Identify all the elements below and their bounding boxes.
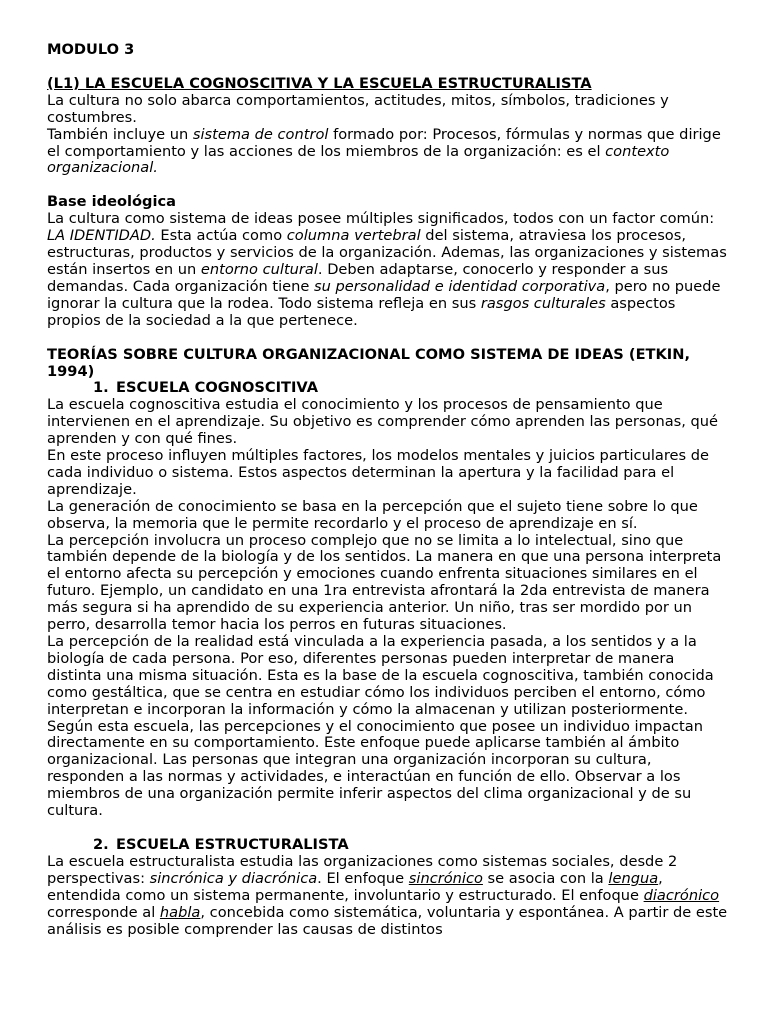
module-title: MODULO 3 bbox=[47, 41, 135, 58]
cognoscitiva-paragraph-5: La percepción de la realidad está vinculada a la experiencia pasada, a los sentidos y a la biología de cada persona. Por eso, diferentes personas pueden interpretar de manera distinta una misma situación. Esta es la base de la escuela cognoscitiva, también conocida como gestáltica, que se centra en estudiar cómo los individuos perciben el entorno, cómo interpretan e incorporan la información y cómo la almacenan y utilizan posteriormente. Según esta escuela, las percepciones y el conocimiento que posee un individuo impactan directamente en su comportamiento. Este enfoque puede aplicarse también al ámbito organizacional. Las personas que integran una organización incorporan su cultura, responden a las normas y actividades, e interactúan en función de ello. Observar a los miembros de una organización permite inferir aspectos del clima organizacional y de su cultura. bbox=[47, 633, 714, 820]
base-ideologica-heading: Base ideológica bbox=[47, 193, 176, 211]
estructuralista-paragraph: La escuela estructuralista estudia las organizaciones como sistemas sociales, desde 2 perspectivas: sincrónica y diacrónica. El enfoque sincrónico se asocia con la lengua, entendida como un sistema permanente, involuntario y estructurado. El enfoque diacrónico corresponde al habla, concebida como sistemática, voluntaria y espontánea. A partir de este análisis es posible comprender las causas de distintos bbox=[47, 852, 728, 938]
cognoscitiva-paragraph-4: La percepción involucra un proceso complejo que no se limita a lo intelectual, sino que también depende de la biología y de los sentidos. La manera en que una persona interpreta el entorno afecta su percepción y emociones cuando enfrenta situaciones similares en el futuro. Ejemplo, un candidato en una 1ra entrevista afrontará la 2da entrevista de manera más segura si ha aprendido de su experiencia anterior. Un niño, tras ser mordido por un perro, desarrolla temor hacia los perros en futuras situaciones. bbox=[47, 531, 722, 634]
estructuralista-heading: 2. ESCUELA ESTRUCTURALISTA bbox=[93, 835, 349, 853]
intro-paragraph-1: La cultura no solo abarca comportamientos, actitudes, mitos, símbolos, tradiciones y costumbres. bbox=[47, 91, 669, 126]
teorias-heading: TEORÍAS SOBRE CULTURA ORGANIZACIONAL COMO SISTEMA DE IDEAS (ETKIN, 1994) bbox=[47, 345, 690, 380]
cognoscitiva-heading: 1. ESCUELA COGNOSCITIVA bbox=[93, 379, 319, 397]
base-ideologica-paragraph: La cultura como sistema de ideas posee múltiples significados, todos con un factor común: LA IDENTIDAD. Esta actúa como columna vertebral del sistema, atraviesa los procesos, estructuras, productos y servicios de la organización. Ademas, las organizaciones y sistemas están insertos en un entorno cultural. Deben adaptarse, conocerlo y responder a sus demandas. Cada organización tiene su personalidad e identidad corporativa, pero no puede ignorar la cultura que la rodea. Todo sistema refleja en sus rasgos culturales aspectos propios de la sociedad a la que pertenece. bbox=[47, 210, 727, 329]
lesson-heading: (L1) LA ESCUELA COGNOSCITIVA Y LA ESCUELA ESTRUCTURALISTA bbox=[47, 74, 592, 92]
cognoscitiva-paragraph-2: En este proceso influyen múltiples factores, los modelos mentales y juicios particulares de cada individuo o sistema. Estos aspectos determinan la apertura y la facilidad para el aprendizaje. bbox=[47, 447, 709, 498]
intro-paragraph-2: También incluye un sistema de control formado por: Procesos, fórmulas y normas que dirige el comportamiento y las acciones de los miembros de la organización: es el contexto organizacional. bbox=[47, 125, 721, 177]
cognoscitiva-paragraph-3: La generación de conocimiento se basa en la percepción que el sujeto tiene sobre lo que observa, la memoria que le permite recordarlo y el proceso de aprendizaje en sí. bbox=[47, 497, 698, 532]
cognoscitiva-paragraph-1: La escuela cognoscitiva estudia el conocimiento y los procesos de pensamiento que intervienen en el aprendizaje. Su objetivo es comprender cómo aprenden las personas, qué aprenden y con qué fines. bbox=[47, 396, 719, 448]
